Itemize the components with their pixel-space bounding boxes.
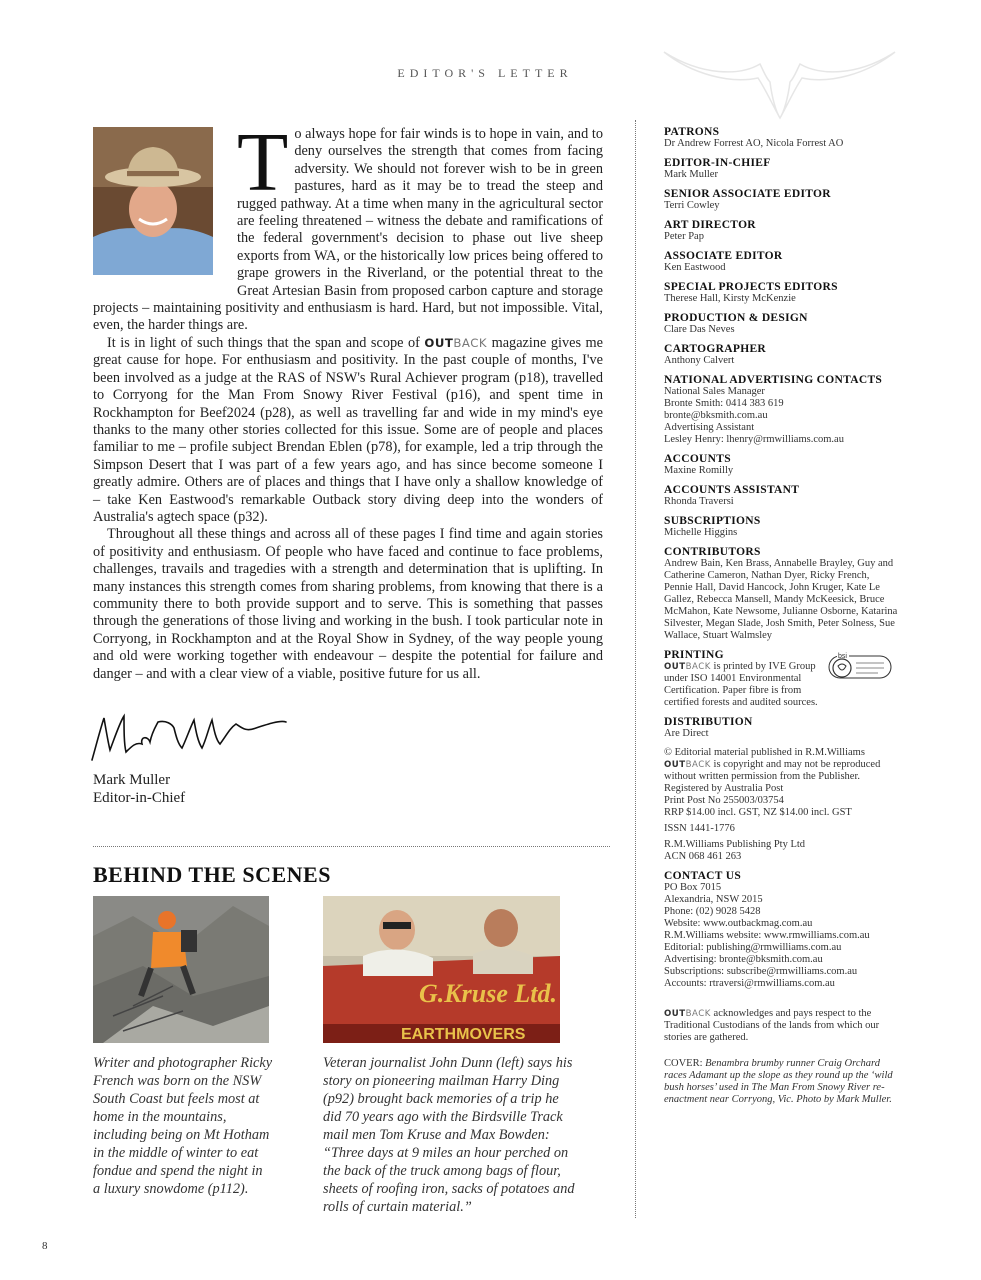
caption-ricky-french: Writer and photographer Ricky French was born on the NSW South Coast but feels most at home in the mountains, including being on Mt Hotham in the middle of winter to eat fondue and spend the night in a luxury snowdome (p112).: [93, 1055, 273, 1197]
outback-wordmark: OUTBACK: [664, 1009, 711, 1019]
masthead-editor-in-chief: EDITOR-IN-CHIEF Mark Muller: [664, 157, 771, 180]
letter-paragraph-1: To always hope for fair winds is to hope in vain, and to deny ourselves the strength that comes from facing adversity. We should not forever wish to be in green pastures, hard as it may be to tread the steep and rugged pathway. At a time when many in the agricultural sector are feeling threatened – witness the debate and ramifications of the federal government's decision to phase out live sheep exports from WA, or the historically low prices being offered to grape growers in the Riverland, or the potential threat to the Great Artesian Basin from proposed carbon capture and storage projects – maintaining positivity and enthusiasm is hard. Hard, but not impossible. Vital, even, the harder things are.: [93, 116, 603, 334]
page-number: 8: [42, 1240, 48, 1252]
masthead-associate-editor: ASSOCIATE EDITOR Ken Eastwood: [664, 250, 783, 273]
masthead-advertising-contacts: NATIONAL ADVERTISING CONTACTS National Sales Manager Bronte Smith: 0414 383 619 bronte@bksmith.com.au Advertising Assistant Lesley Henry: lhenry@rmwilliams.com.au: [664, 374, 883, 445]
outback-wordmark: OUTBACK: [424, 335, 488, 350]
outback-wordmark: OUTBACK: [664, 760, 711, 770]
caption-john-dunn: Veteran journalist John Dunn (left) says his story on pioneering mailman Harry Ding (p92) brought back memories of a trip he did 70 years ago with the Birdsville Track mail men Tom Kruse and Max Bowden: “Three days at 9 miles an hour perched on the back of the truck among bags of flour, sheets of roofing iron, sacks of potatoes and rolls of curtain material.”: [323, 1055, 575, 1215]
masthead-distribution: DISTRIBUTION Are Direct: [664, 716, 753, 739]
editor-title: Editor-in-Chief: [93, 790, 186, 806]
masthead-subscriptions: SUBSCRIPTIONS Michelle Higgins: [664, 515, 761, 538]
section-divider: [93, 846, 610, 847]
letter-paragraph-3: Throughout all these things and across all of these pages I find time and again stories of positivity and enthusiasm. Of people who have faced and continue to face problems, challenges, travails and tragedies with a strength and determination that is uplifting. In many instances this strength comes from sharing problems, from knowing that there is a community there to both provide support and to serve. This is something that passes through the generations of those living and working in the bush. I took particular note in Corryong, in Rockhampton and at the Royal Show in Sydney, of the way people young and old were working together with endeavour – despite the potential for failure and danger – and with a clear view of a viable, positive future for us all.: [93, 526, 603, 682]
bull-logo-watermark: [662, 42, 897, 122]
masthead-copyright: © Editorial material published in R.M.Williams OUTBACK is copyright and may not be reproduced without written permission from the Publisher. Registered by Australia Post Print Post No 255003/03754 RRP $14.00 incl. GST, NZ $14.00 incl. GST: [664, 747, 881, 818]
editor-name: Mark Muller: [93, 772, 171, 788]
outback-wordmark: OUTBACK: [664, 662, 711, 672]
masthead-art-director: ART DIRECTOR Peter Pap: [664, 219, 756, 242]
truck-sign-text: G.Kruse Ltd.: [419, 979, 557, 1008]
masthead-production-design: PRODUCTION & DESIGN Clare Das Neves: [664, 312, 808, 335]
masthead-contact-us: CONTACT US PO Box 7015 Alexandria, NSW 2015 Phone: (02) 9028 5428 Website: www.outbackmag.com.au R.M.Williams website: www.rmwilliams.com.au Editorial: publishing@rmwilliams.com.au Advertising: bronte@bksmith.com.au Subscriptions: subscribe@rmwilliams.com.au Accounts: rtraversi@rmwilliams.com.au: [664, 870, 870, 989]
masthead-patrons: PATRONS Dr Andrew Forrest AO, Nicola Forrest AO: [664, 126, 844, 149]
editors-letter-body: [93, 116, 603, 683]
masthead-issn: ISSN 1441-1776: [664, 823, 735, 834]
bsi-certification-icon: [828, 651, 892, 683]
running-header: EDITOR'S LETTER: [397, 66, 573, 80]
masthead-special-projects-editors: SPECIAL PROJECTS EDITORS Therese Hall, Kirsty McKenzie: [664, 281, 838, 304]
masthead-cartographer: CARTOGRAPHER Anthony Calvert: [664, 343, 767, 366]
masthead-senior-associate-editor: SENIOR ASSOCIATE EDITOR Terri Cowley: [664, 188, 831, 211]
masthead-publisher: R.M.Williams Publishing Pty Ltd ACN 068 461 263: [664, 839, 806, 862]
truck-sign-subtext: EARTHMOVERS: [401, 1026, 526, 1043]
behind-the-scenes-heading: BEHIND THE SCENES: [93, 862, 331, 887]
editor-sign-off: [93, 771, 185, 807]
letter-paragraph-2: It is in light of such things that the span and scope of OUTBACK magazine gives me great cause for hope. For enthusiasm and positivity. In the past couple of months, I've been involved as a judge at the RAS of NSW's Rural Achiever program (p18), travelled to Corryong for the Man From Snowy River Festival (p16), and spent time in Rockhampton for Beef2024 (p28), as well as travelling far and wide in my mind's eye thanks to the many other stories collected for this issue. Some are of people and places familiar to me – profile subject Brendan Eblen (p78), for example, led a trip through the Simpson Desert that I was part of a few years ago, and has since become someone I greatly admire. Others are of places and things that I have only a shallow knowledge of – take Ken Eastwood's remarkable Outback story diving deep into the wonders of Australia's agtech space (p32).: [93, 334, 603, 525]
masthead: [664, 126, 900, 1106]
photo-truck-men: [323, 896, 560, 1043]
masthead-accounts: ACCOUNTS Maxine Romilly: [664, 453, 734, 476]
masthead-cover-credit: COVER: Benambra brumby runner Craig Orchard races Adamant up the slope as they round up the ‘wild bush horses’ used in The Man From Snowy River re-enactment near Corryong, Vic. Photo by Mark Muller.: [664, 1058, 893, 1105]
masthead-accounts-assistant: ACCOUNTS ASSISTANT Rhonda Traversi: [664, 484, 800, 507]
masthead-contributors: CONTRIBUTORS Andrew Bain, Ken Brass, Annabelle Brayley, Guy and Catherine Cameron, Nathan Dyer, Ricky French, Pennie Hall, David Hancock, John Kruger, Kate Le Gallez, Rebecca Mansell, Mandy McKeesick, Bruce McMahon, Kate Newsome, Julianne Osborne, Katarina Silvester, Megan Slade, Josh Smith, Peter Solness, Sue Wallace, Stuart Walmsley: [664, 546, 898, 641]
editor-signature: [86, 706, 291, 766]
column-divider: [635, 120, 636, 1218]
masthead-printing: PRINTING OUTBACK is printed by IVE Group under ISO 14001 Environmental Certification. Paper fibre is from certified forests and audited sources. bsi: [664, 649, 900, 709]
photo-climber: [93, 896, 269, 1043]
svg-text:bsi: bsi: [838, 653, 847, 660]
drop-cap: T: [237, 116, 289, 209]
masthead-acknowledgement: OUTBACK acknowledges and pays respect to the Traditional Custodians of the lands from which our stories are gathered.: [664, 1008, 880, 1043]
